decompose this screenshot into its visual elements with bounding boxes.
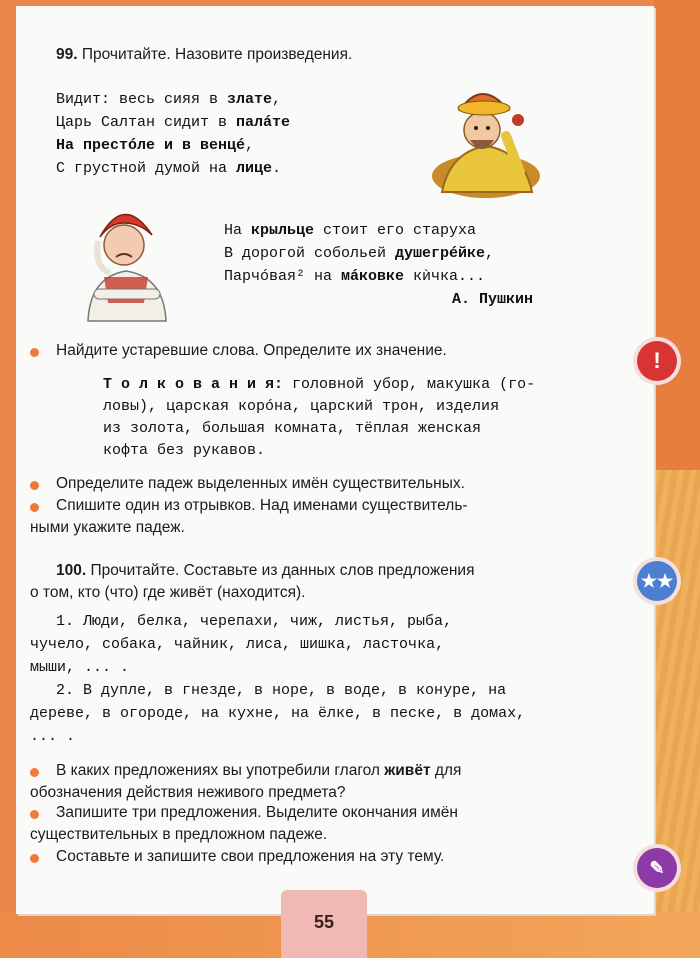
word-list-line: дереве, в огороде, на кухне, на ёлке, в песке, в домах, <box>30 705 526 722</box>
poem-line: Видит: весь сияя в злате, <box>56 91 282 108</box>
interpretations-title: Т о л к о в а н и я: <box>103 376 284 393</box>
page-number: 55 <box>313 912 335 932</box>
question-inanimate-verb-cont: обозначения действия неживого предмета? <box>30 784 346 801</box>
exercise-number: 100. <box>56 562 87 579</box>
word-list-line: мыши, ... . <box>30 659 130 676</box>
page-number-tab <box>281 890 367 958</box>
poem-author: А. Пушкин <box>452 291 534 308</box>
task-find-archaic-words: Найдите устаревшие слова. Определите их значение. <box>56 342 447 359</box>
quill-icon: ✎ <box>637 848 677 888</box>
word-list-line: 1. Люди, белка, черепахи, чиж, листья, рыба, <box>56 613 453 630</box>
exclamation-icon: ! <box>637 341 677 381</box>
exercise-instruction: Прочитайте. Назовите произведения. <box>81 46 353 63</box>
exercise-instruction-cont: о том, кто (что) где живёт (находится). <box>30 584 306 601</box>
bullet <box>30 854 39 863</box>
task-write-sentences-cont: существительных в предложном падеже. <box>30 826 328 843</box>
bullet <box>30 768 39 777</box>
tsar-saltan-illustration <box>420 72 552 198</box>
poem-line: Царь Салтан сидит в палáте <box>56 114 291 131</box>
interpretations-line: ловы), царская корóна, царский трон, изделия <box>103 398 500 415</box>
poem-line: На крыльце стоит его старуха <box>224 222 477 239</box>
word-list-line: ... . <box>30 728 76 745</box>
word-list-line: чучело, собака, чайник, лиса, шишка, ласточка, <box>30 636 445 653</box>
poem-line: Парчóвая² на мáковке кѝчка... <box>224 268 486 285</box>
exercise-100-header <box>56 562 474 580</box>
bullet <box>30 348 39 357</box>
poem-line: С грустной думой на лице. <box>56 160 282 177</box>
stars-icon: ★★ <box>637 561 677 601</box>
word-list-line: 2. В дупле, в гнезде, в норе, в воде, в конуре, на <box>56 682 507 699</box>
poem-line: На престóле и в венцé, <box>56 137 255 154</box>
interpretations-line: из золота, большая комната, тёплая женская <box>103 420 482 437</box>
task-copy-excerpt: Спишите один из отрывков. Над именами существитель- <box>56 497 468 514</box>
exercise-instruction: Прочитайте. Составьте из данных слов предложения <box>90 562 475 579</box>
exercise-99-header <box>56 46 352 64</box>
task-determine-case: Определите падеж выделенных имён существительных. <box>56 475 465 492</box>
question-inanimate-verb: В каких предложениях вы употребили глагол живёт для <box>56 762 462 779</box>
task-write-sentences: Запишите три предложения. Выделите окончания имён <box>56 804 458 821</box>
poem-line: В дорогой собольей душегрéйке, <box>224 245 495 262</box>
exercise-number: 99. <box>56 46 78 63</box>
task-copy-excerpt-cont: ными укажите падеж. <box>30 519 185 536</box>
interpretations-line: кофта без рукавов. <box>103 442 266 459</box>
old-woman-illustration <box>74 193 178 323</box>
bullet <box>30 503 39 512</box>
bullet <box>30 481 39 490</box>
task-compose-sentences: Составьте и запишите свои предложения на эту тему. <box>56 848 445 865</box>
bullet <box>30 810 39 819</box>
interpretations-line: Т о л к о в а н и я: головной убор, макушка (го- <box>103 376 536 393</box>
